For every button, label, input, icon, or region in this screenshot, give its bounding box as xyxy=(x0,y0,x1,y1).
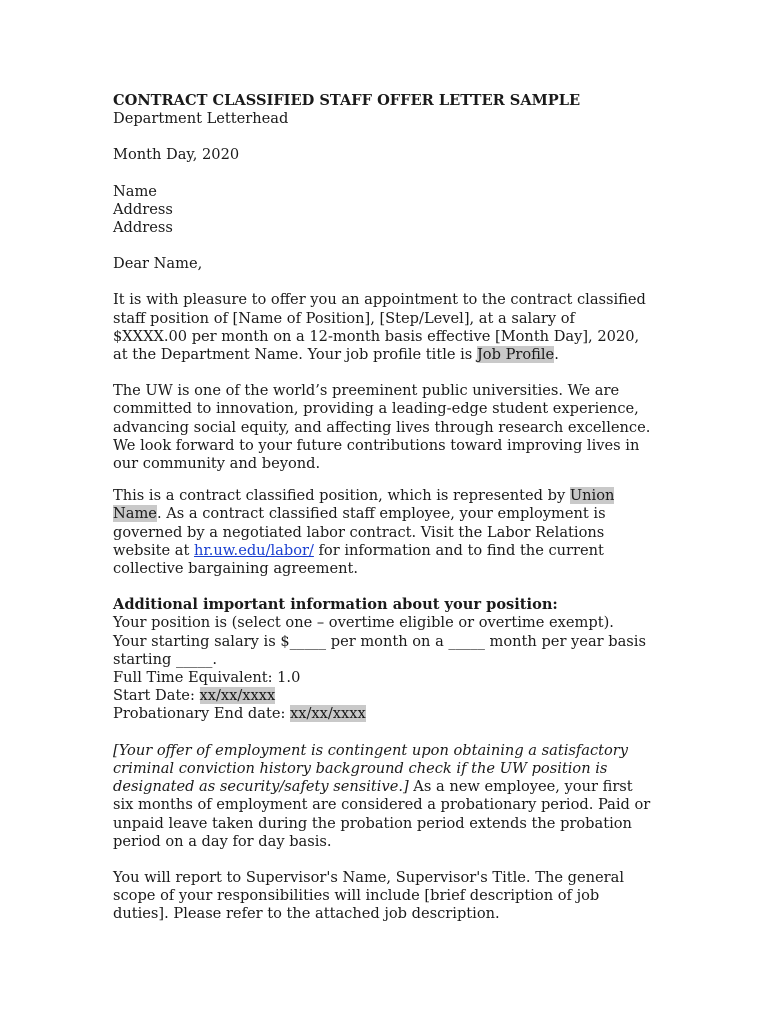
paragraph-uw: The UW is one of the world’s preeminent public universities. We are committed to innovation, providing a leading-edge student experience, advancing social equity, and affecting lives through research excellence. We look forward to your future contributions toward improving lives in our community and beyond. xyxy=(113,382,651,473)
letterhead: Department Letterhead xyxy=(113,110,289,128)
info-heading: Additional important information about your position: xyxy=(113,596,558,614)
recipient-address-2: Address xyxy=(113,219,173,237)
start-date-placeholder: xx/xx/xxxx xyxy=(199,687,276,705)
info-salary: Your starting salary is $_____ per month on a _____ month per year basis starting _____. xyxy=(113,632,646,668)
recipient-name: Name xyxy=(113,182,157,200)
offer-text: It is with pleasure to offer you an appointment to the contract classified staff position of [Name of Position], [Step/Level], at a salary of $XXXX.00 per month on a 12-month basis effective [Month Day], 2020, at the Department Name. Your job profile title is xyxy=(113,291,646,364)
info-start-date: Start Date: xx/xx/xxxx xyxy=(113,687,276,705)
letter-title: CONTRACT CLASSIFIED STAFF OFFER LETTER SAMPLE xyxy=(113,92,581,109)
labor-relations-link[interactable]: hr.uw.edu/labor/ xyxy=(193,541,314,559)
letter-page xyxy=(113,92,653,924)
salutation: Dear Name, xyxy=(113,255,203,273)
probation-date-placeholder: xx/xx/xxxx xyxy=(290,705,366,723)
letter-date: Month Day, 2020 xyxy=(113,146,240,164)
paragraph-offer: It is with pleasure to offer you an appointment to the contract classified staff position of [Name of Position], [Step/Level], at a salary of $XXXX.00 per month on a 12-month basis effective [Month Day], 2020, at the Department Name. Your job profile title is Job Profile. xyxy=(113,291,646,364)
paragraph-probation: [Your offer of employment is contingent upon obtaining a satisfactory criminal conviction history background check if the UW position is designated as security/safety sensitive.] As a new employee, your first six months of employment are considered a probationary period. Paid or unpaid leave taken during the probation period extends the probation period on a day for day basis. xyxy=(113,741,651,850)
paragraph-union: This is a contract classified position, which is represented by Union Name. As a contract classified staff employee, your employment is governed by a negotiated labor contract. Visit the Labor Relations website at hr.uw.edu/labor/ for information and to find the current collective bargaining agreement. xyxy=(113,487,615,578)
job-profile-placeholder: Job Profile xyxy=(476,346,555,364)
info-fte: Full Time Equivalent: 1.0 xyxy=(113,669,301,687)
info-probation-end: Probationary End date: xx/xx/xxxx xyxy=(113,705,366,723)
recipient-address-1: Address xyxy=(113,200,173,218)
paragraph-supervisor: You will report to Supervisor's Name, Supervisor's Title. The general scope of your responsibilities will include [brief description of job duties]. Please refer to the attached job description. xyxy=(113,868,624,923)
union-name-placeholder: Union Name xyxy=(113,487,615,523)
info-position: Your position is (select one – overtime eligible or overtime exempt). xyxy=(113,614,614,632)
background-check-note: [Your offer of employment is contingent upon obtaining a satisfactory criminal conviction history background check if the UW position is designated as security/safety sensitive.] xyxy=(113,741,628,796)
